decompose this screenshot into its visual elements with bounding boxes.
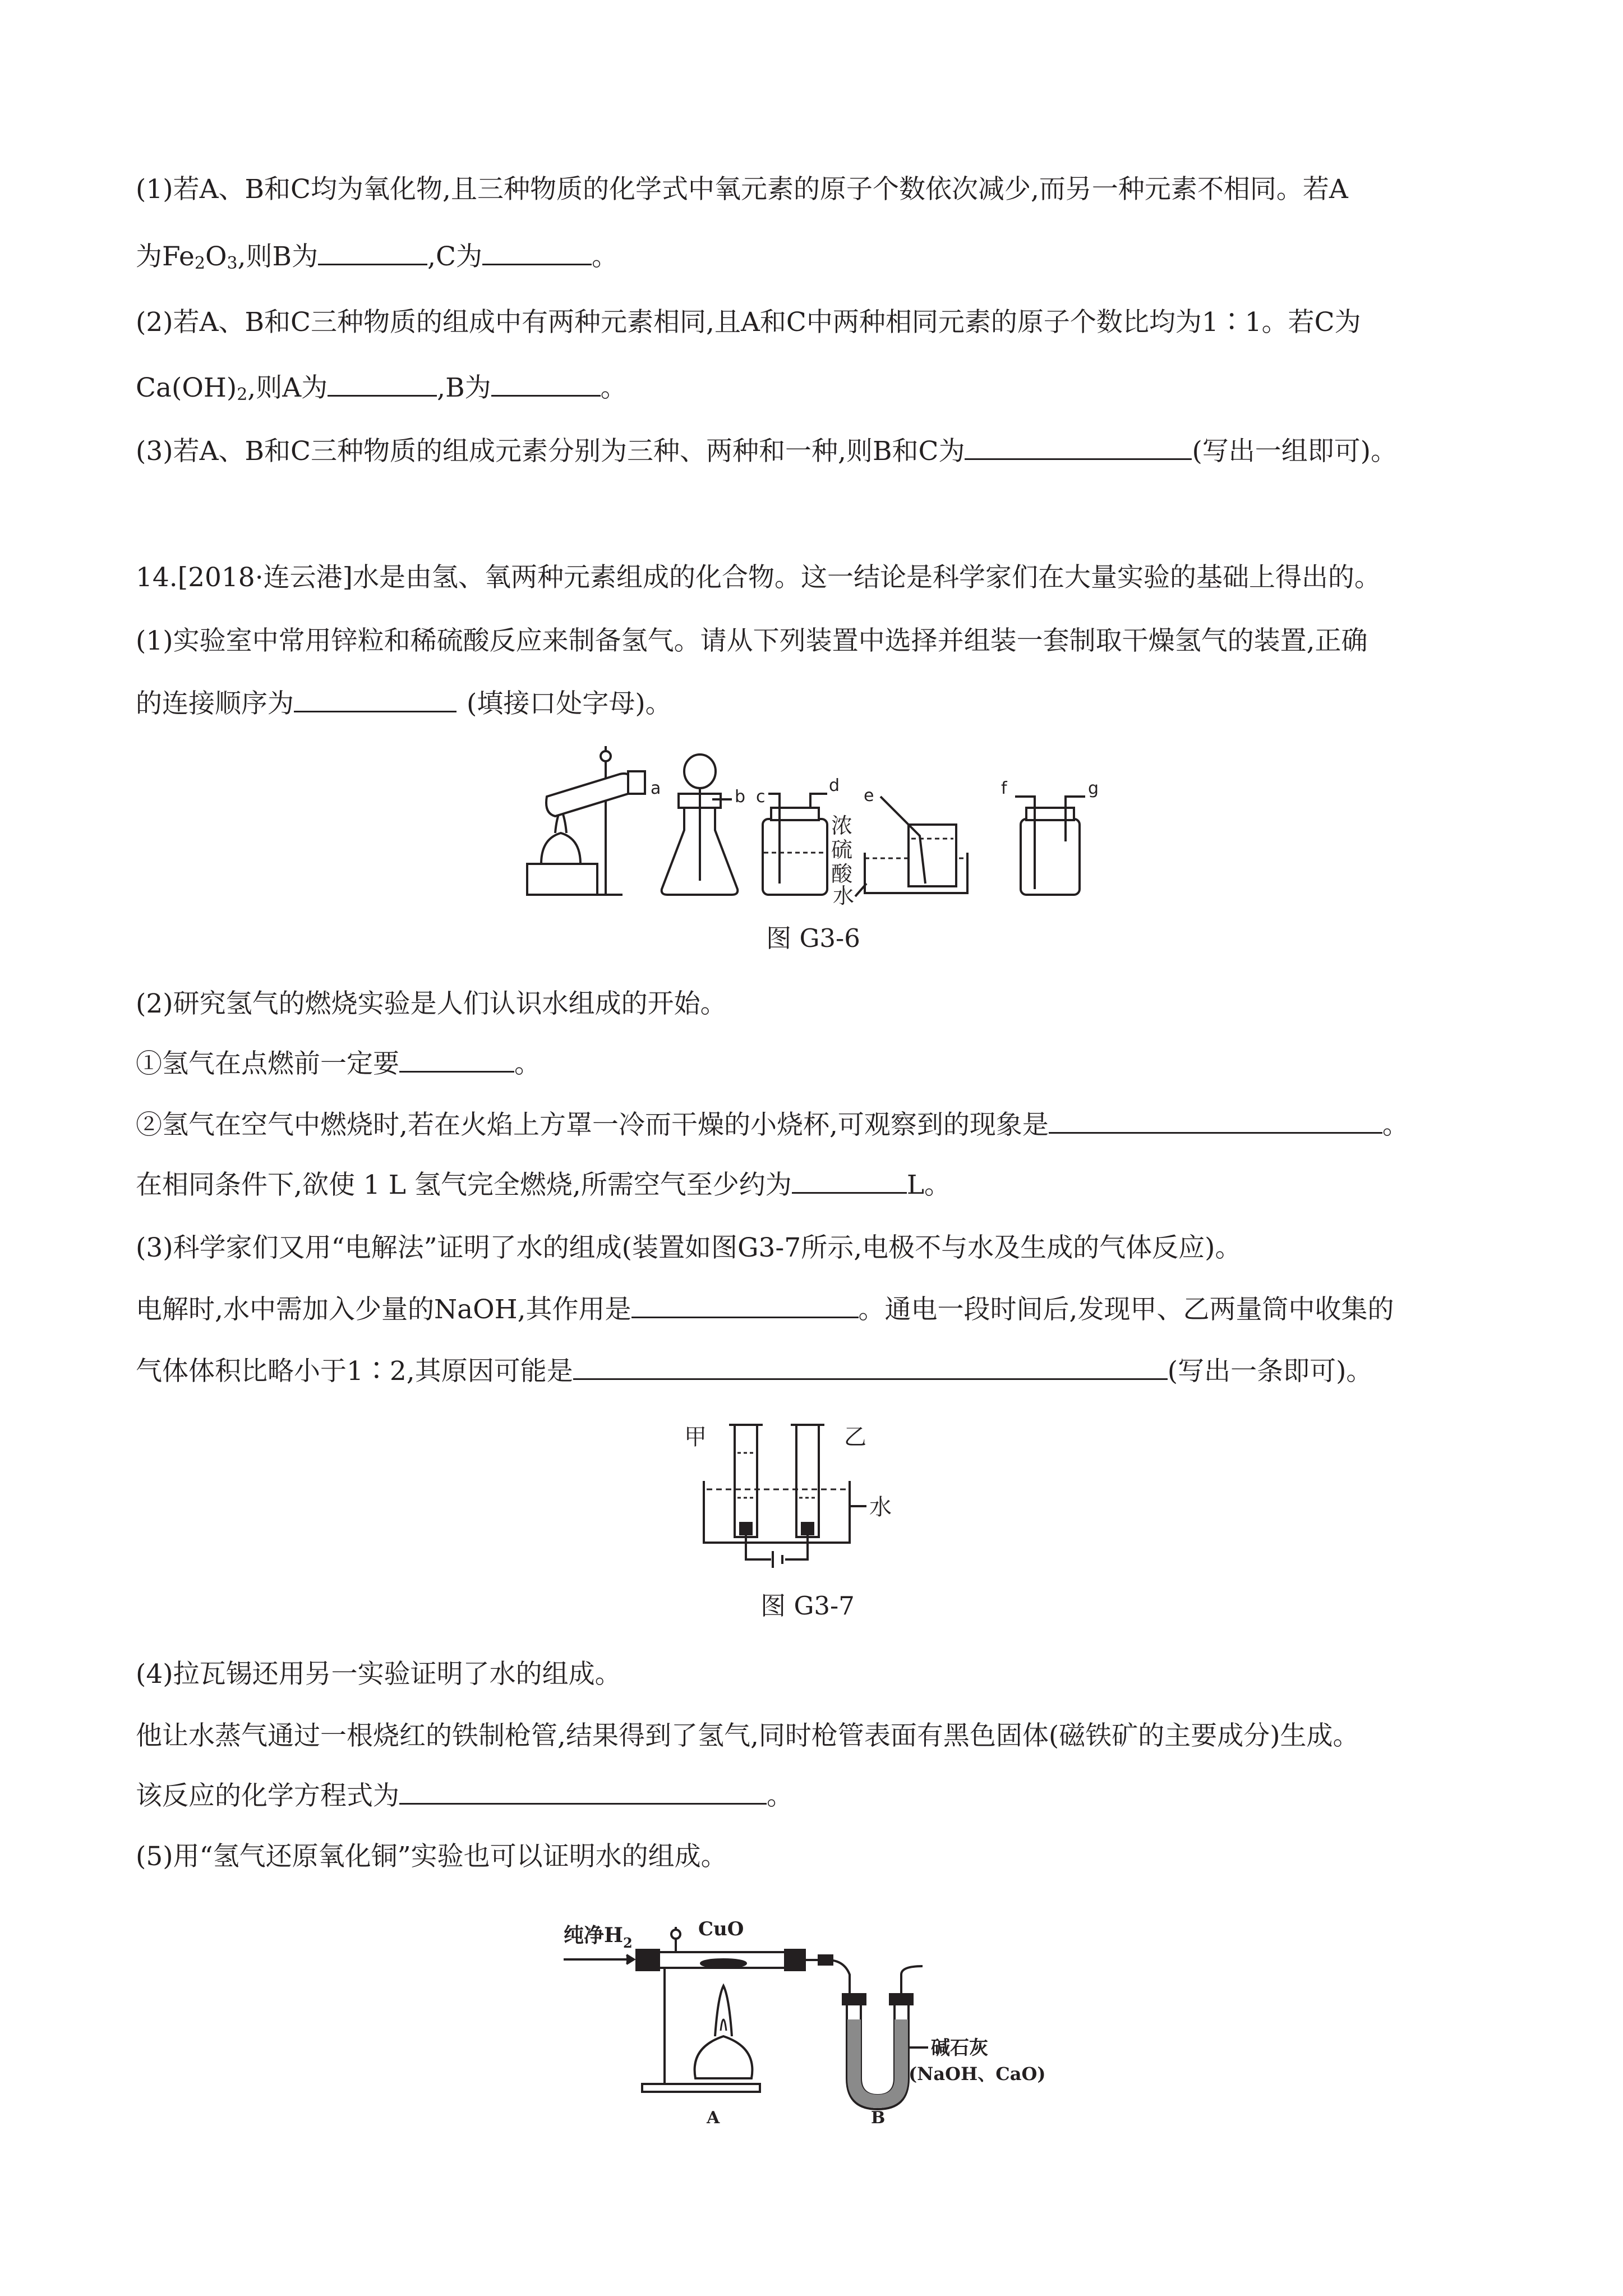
figure-g3-7 — [681, 1414, 917, 1582]
test-tube — [546, 774, 634, 816]
q13-part2-text: ,B为 — [437, 372, 491, 403]
q14-part1-text: 的连接顺序为 — [136, 688, 294, 719]
q14-part3-text: 气体体积比略小于1∶2,其原因可能是 — [136, 1356, 573, 1387]
label-apparatus-b: B — [871, 2108, 886, 2126]
q13-part1-text: ,C为 — [427, 241, 482, 272]
q14-part2-text: 在相同条件下,欲使 1 L 氢气完全燃烧,所需空气至少约为 — [136, 1170, 792, 1200]
answer-blank-phenomenon[interactable] — [1049, 1110, 1382, 1134]
q13-part1-text: ,则B为 — [237, 241, 319, 272]
q14-part2-intro — [136, 987, 727, 1021]
answer-blank-a[interactable] — [328, 372, 437, 397]
q13-part2-text: Ca(OH) — [136, 372, 237, 403]
q14-part2-text: ②氢气在空气中燃烧时,若在火焰上方罩一冷而干燥的小烧杯,可观察到的现象是 — [136, 1110, 1049, 1140]
q14-part1-line2 — [136, 687, 672, 721]
q13-part1-line2 — [136, 240, 618, 274]
q14-part2-text: L。 — [906, 1170, 951, 1200]
figure-g3-6 — [522, 740, 1116, 909]
q13-part3-line1 — [136, 435, 1397, 468]
label-b: b — [735, 787, 746, 807]
figure-caption: 图 G3-6 — [766, 923, 860, 953]
label-soda-lime: 碱石灰 — [931, 2037, 988, 2059]
stand-base — [527, 864, 597, 895]
q14-part2-text: 。 — [1382, 1110, 1409, 1140]
answer-blank-c[interactable] — [482, 241, 592, 265]
q13-part1-text: 为Fe — [136, 241, 195, 272]
label-acid-3: 酸 — [831, 862, 853, 886]
q14-part4-text: 。 — [767, 1780, 793, 1811]
answer-blank-naoh[interactable] — [631, 1294, 859, 1318]
electrode-right — [802, 1523, 813, 1534]
q13-part1-text: O — [205, 241, 227, 272]
apparatus-diagram — [522, 740, 1116, 909]
answer-blank-b[interactable] — [491, 372, 601, 397]
q14-part3-text: 电解时,水中需加入少量的NaOH,其作用是 — [136, 1294, 631, 1325]
label-d: d — [829, 776, 840, 795]
answer-blank-bc[interactable] — [965, 436, 1192, 460]
answer-blank-volume[interactable] — [792, 1170, 907, 1194]
q14-part3-text: (3)科学家们又用“电解法”证明了水的组成(装置如图G3-7所示,电极不与水及生成的气体反应)。 — [136, 1232, 1242, 1263]
cylinder-jia — [735, 1425, 757, 1537]
q14-part3-text: (写出一条即可)。 — [1167, 1356, 1373, 1387]
q14-part5-line1 — [136, 1840, 727, 1874]
subscript: 3 — [227, 254, 238, 273]
cuo-sample — [701, 1959, 746, 1967]
q14-part3-line2 — [136, 1293, 1394, 1327]
wash-bottle — [763, 819, 827, 895]
label-e: e — [864, 786, 874, 806]
answer-blank-order[interactable] — [294, 688, 457, 712]
answer-blank-reason[interactable] — [573, 1356, 1168, 1380]
q13-part3-text: (3)若A、B和C三种物质的组成元素分别为三种、两种和一种,则B和C为 — [136, 436, 965, 467]
q14-part2-text: 。 — [514, 1048, 541, 1079]
q14-part4-text: 该反应的化学方程式为 — [136, 1780, 399, 1811]
label-water: 水 — [833, 884, 855, 908]
q13-part1-line1 — [136, 173, 1348, 206]
q14-part1-text: (填接口处字母)。 — [467, 688, 672, 719]
q14-part1-line1 — [136, 624, 1368, 658]
q13-part1-text: 。 — [591, 241, 618, 272]
subscript: 2 — [237, 385, 248, 404]
label-yi: 乙 — [844, 1424, 866, 1450]
q13-part1-text: (1)若A、B和C均为氧化物,且三种物质的化学式中氧元素的原子个数依次减少,而另一种元素不相同。若A — [136, 174, 1348, 205]
q14-part4-line3 — [136, 1779, 793, 1813]
q14-part2-sub3 — [136, 1168, 951, 1202]
label-g: g — [1088, 779, 1099, 798]
q14-part4-text: (4)拉瓦锡还用另一实验证明了水的组成。 — [136, 1659, 621, 1690]
label-cuo: CuO — [698, 1918, 744, 1940]
answer-blank-check[interactable] — [399, 1048, 514, 1073]
label-water: 水 — [869, 1494, 892, 1520]
q13-part2-text: ,则A为 — [247, 372, 328, 403]
q13-part2-line1 — [136, 306, 1361, 339]
label-apparatus-a: A — [707, 2108, 720, 2126]
label-a: a — [651, 779, 661, 798]
reduction-diagram — [564, 1907, 1068, 2126]
label-c: c — [756, 787, 766, 807]
separatory-funnel — [684, 754, 716, 788]
electrode-left — [740, 1523, 751, 1534]
q14-stem-text: 14.[2018·连云港]水是由氢、氧两种元素组成的化合物。这一结论是科学家们在大量实验的基础上得出的。 — [136, 562, 1381, 593]
q14-part2-text: ①氢气在点燃前一定要 — [136, 1048, 399, 1079]
answer-blank-equation[interactable] — [399, 1780, 767, 1805]
q14-part1-text: (1)实验室中常用锌粒和稀硫酸反应来制备氢气。请从下列装置中选择并组装一套制取干燥氢气的装置,正确 — [136, 625, 1368, 656]
alcohol-lamp — [695, 2036, 753, 2078]
label-f: f — [1001, 779, 1007, 798]
label-soda-lime-formula: (NaOH、CaO) — [909, 2063, 1046, 2085]
q14-part3-line1 — [136, 1231, 1241, 1265]
q14-part2-sub2 — [136, 1108, 1409, 1142]
q14-part4-line1 — [136, 1658, 621, 1691]
label-jia: 甲 — [684, 1424, 707, 1450]
label-acid-2: 硫 — [831, 838, 853, 862]
figure-cuo-reduction — [564, 1907, 1068, 2126]
q14-part2-text: (2)研究氢气的燃烧实验是人们认识水组成的开始。 — [136, 988, 727, 1019]
electrolysis-diagram — [681, 1414, 917, 1582]
q14-part4-line2 — [136, 1719, 1359, 1753]
q13-part2-text: 。 — [600, 372, 627, 403]
subscript: 2 — [194, 254, 205, 273]
figure-caption: 图 G3-7 — [760, 1591, 855, 1621]
stand-base — [642, 2084, 760, 2092]
cylinder-yi — [796, 1425, 819, 1537]
alcohol-lamp — [541, 833, 580, 864]
empty-bottle — [1021, 819, 1080, 895]
gas-jar — [909, 825, 956, 886]
q13-part2-line2 — [136, 371, 627, 405]
q14-part3-text: 。通电一段时间后,发现甲、乙两量筒中收集的 — [858, 1294, 1394, 1325]
label-acid-1: 浓 — [831, 813, 853, 838]
q13-part2-text: (2)若A、B和C三种物质的组成中有两种元素相同,且A和C中两种相同元素的原子个数比均为1∶1。若C为 — [136, 307, 1361, 338]
q14-part2-sub1 — [136, 1047, 541, 1081]
label-h2: 纯净$H_2$ — [564, 1924, 633, 1951]
answer-blank-b[interactable] — [318, 241, 427, 265]
q14-part5-text: (5)用“氢气还原氧化铜”实验也可以证明水的组成。 — [136, 1841, 727, 1872]
q14-stem — [136, 561, 1381, 595]
q13-part3-text: (写出一组即可)。 — [1192, 436, 1398, 467]
q14-part3-line3 — [136, 1355, 1372, 1388]
q14-part4-text: 他让水蒸气通过一根烧红的铁制枪管,结果得到了氢气,同时枪管表面有黑色固体(磁铁矿的主要成分)生成。 — [136, 1720, 1359, 1751]
